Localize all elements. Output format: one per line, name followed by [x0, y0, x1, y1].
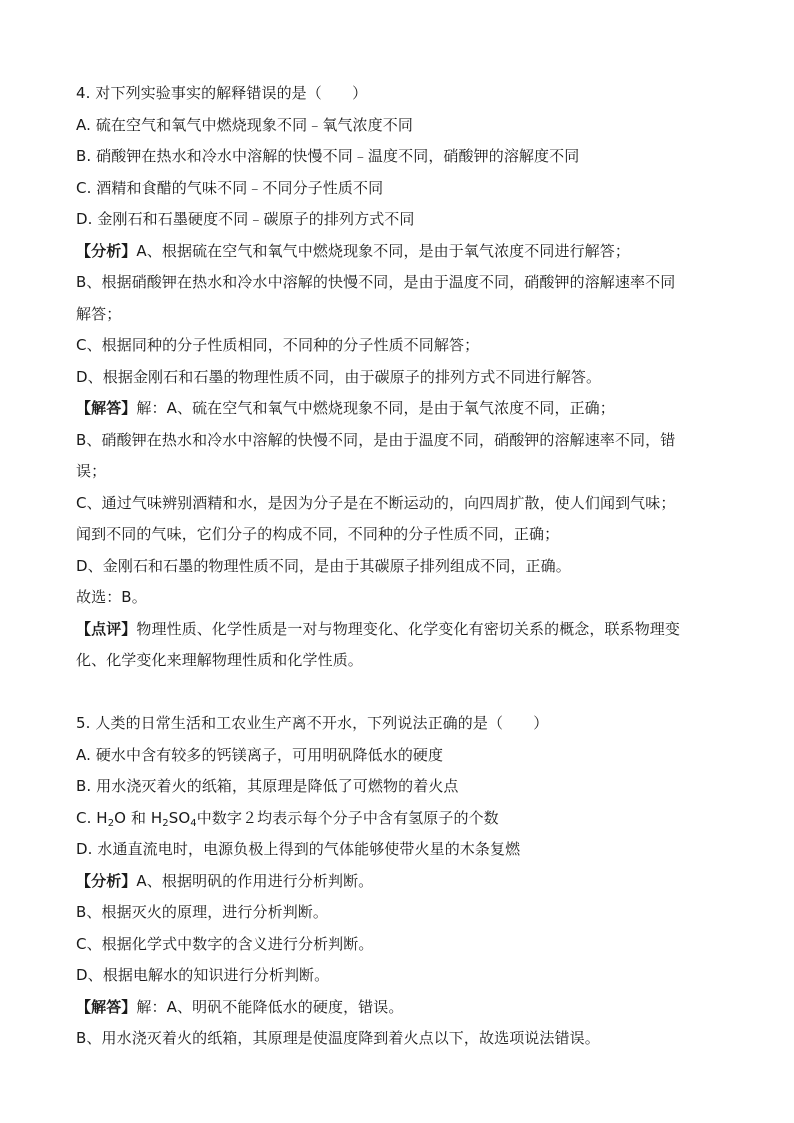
formula-text: C. H [76, 808, 108, 827]
analysis-tag: 【分析】 [76, 241, 137, 260]
analysis-text: A、根据硫在空气和氧气中燃烧现象不同，是由于氧气浓度不同进行解答； [136, 241, 630, 260]
question-4-answer-line: 闻到不同的气味，它们分子的构成不同，不同种的分子性质不同，正确； [76, 525, 560, 543]
question-5-answer-line: B、用水浇灭着火的纸箱，其原理是使温度降到着火点以下，故选项说法错误。 [76, 1029, 600, 1047]
analysis-text: A、根据明矾的作用进行分析判断。 [136, 871, 374, 890]
question-4-answer-line [76, 393, 726, 425]
question-4-answer-line: 误； [76, 462, 107, 480]
question-5-stem: 5. 人类的日常生活和工农业生产离不开水，下列说法正确的是（ ） [76, 714, 549, 732]
question-4-answer-line: B、硝酸钾在热水和冷水中溶解的快慢不同，是由于温度不同，硝酸钾的溶解速率不同，错 [76, 430, 676, 449]
question-5-option-d: D. 水通直流电时，电源负极上得到的气体能够使带火星的木条复燃 [76, 840, 521, 858]
question-5-answer-line [76, 992, 726, 1024]
question-4-option-d: D. 金刚石和石墨硬度不同﹣碳原子的排列方式不同 [76, 210, 415, 228]
question-4-analysis-line: D、根据金刚石和石墨的物理性质不同，由于碳原子的排列方式不同进行解答。 [76, 367, 602, 386]
answer-text: 解：A、明矾不能降低水的硬度，错误。 [136, 997, 404, 1016]
subscript: 2 [162, 817, 169, 829]
subscript: 4 [190, 817, 197, 829]
question-4-answer-line: D、金刚石和石墨的物理性质不同，是由于其碳原子排列组成不同，正确。 [76, 556, 571, 575]
question-5-analysis-line [76, 866, 726, 898]
question-5-option-c [76, 803, 726, 835]
comment-text: 物理性质、化学性质是一对与物理变化、化学变化有密切关系的概念，联系物理变 [136, 619, 681, 638]
question-4-comment-line: 化、化学变化来理解物理性质和化学性质。 [76, 651, 363, 669]
formula-text: O 和 H [114, 808, 163, 827]
question-5-analysis-line: D、根据电解水的知识进行分析判断。 [76, 966, 330, 984]
analysis-tag: 【分析】 [76, 871, 137, 890]
question-4-answer-line: C、通过气味辨别酒精和水，是因为分子是在不断运动的，向四周扩散，使人们闻到气味； [76, 493, 676, 512]
question-5-analysis-line: C、根据化学式中数字的含义进行分析判断。 [76, 934, 374, 953]
question-separator [76, 677, 726, 709]
question-4-option-a: A. 硫在空气和氧气中燃烧现象不同﹣氧气浓度不同 [76, 115, 413, 134]
formula-text: SO [168, 808, 191, 827]
page-content [76, 78, 726, 1055]
question-4-option-c: C. 酒精和食醋的气味不同﹣不同分子性质不同 [76, 178, 384, 197]
question-4-analysis-line [76, 236, 726, 268]
question-4-analysis-line: 解答； [76, 304, 122, 323]
formula-text: 中数字２均表示每个分子中含有氢原子的个数 [196, 808, 499, 827]
comment-tag: 【点评】 [76, 619, 137, 638]
question-4-analysis-line: B、根据硝酸钾在热水和冷水中溶解的快慢不同，是由于温度不同，硝酸钾的溶解速率不同 [76, 273, 676, 291]
answer-tag: 【解答】 [76, 399, 137, 417]
question-4-comment-line [76, 614, 726, 646]
question-5-option-b: B. 用水浇灭着火的纸箱，其原理是降低了可燃物的着火点 [76, 777, 459, 795]
question-5-analysis-line: B、根据灭火的原理，进行分析判断。 [76, 903, 328, 921]
question-4-answer-line: 故选：B。 [76, 588, 147, 606]
answer-tag: 【解答】 [76, 997, 137, 1016]
answer-text: 解：A、硫在空气和氧气中燃烧现象不同，是由于氧气浓度不同，正确； [136, 399, 615, 417]
question-4-analysis-line: C、根据同种的分子性质相同，不同种的分子性质不同解答； [76, 336, 480, 354]
question-4-stem: 4. 对下列实验事实的解释错误的是（ ） [76, 84, 368, 102]
subscript: 2 [107, 817, 115, 829]
question-4-option-b: B. 硝酸钾在热水和冷水中溶解的快慢不同﹣温度不同，硝酸钾的溶解度不同 [76, 147, 580, 165]
question-5-option-a: A. 硬水中含有较多的钙镁离子，可用明矾降低水的硬度 [76, 745, 444, 764]
